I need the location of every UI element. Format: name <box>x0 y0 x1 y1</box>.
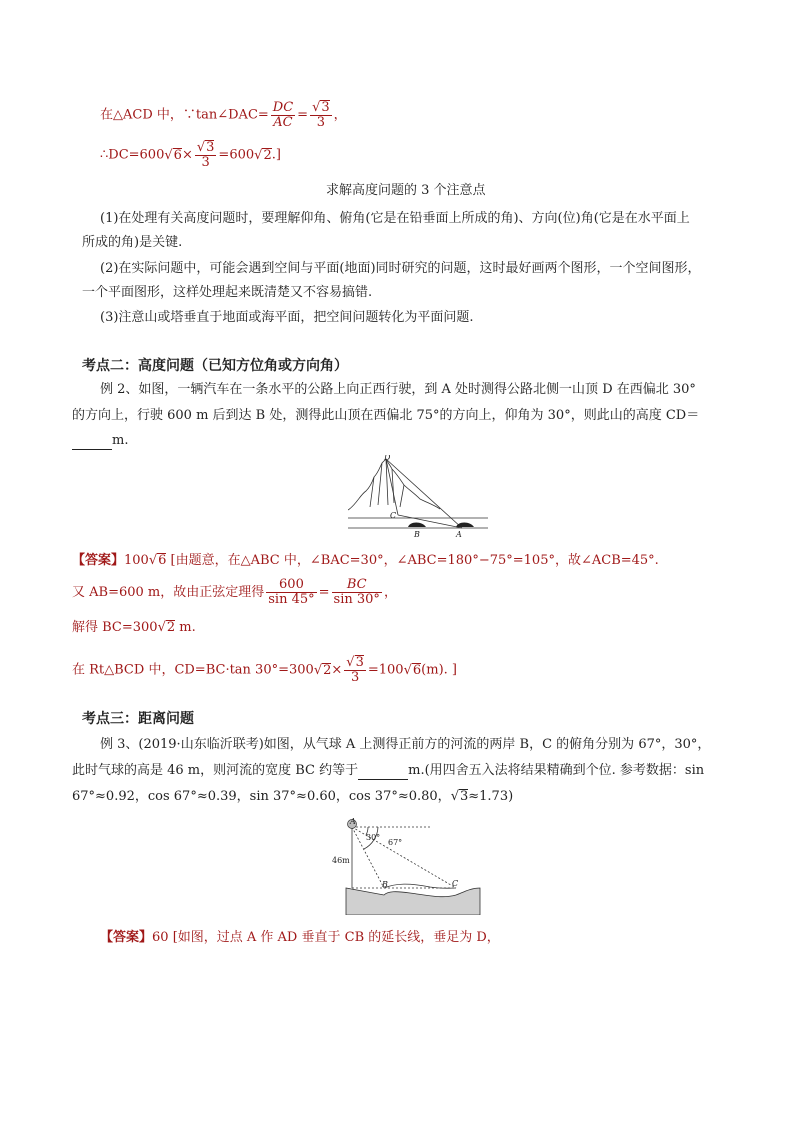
example-3-line-2 <box>72 762 704 780</box>
fraction-dc-ac <box>271 101 295 130</box>
denominator: 3 <box>316 115 325 130</box>
solution-line-1 <box>100 100 347 130</box>
text: [由题意，在△ABC 中，∠BAC=30°，∠ABC=180°−75°=105°，故∠ACB=45°. <box>166 553 659 568</box>
label-B: B <box>382 880 388 889</box>
numerator: √3 <box>312 100 330 115</box>
label-67: 67° <box>388 838 403 847</box>
text: .] <box>271 147 281 163</box>
radicand: 3 <box>459 789 469 804</box>
text: =600 <box>218 147 255 163</box>
radicand: 2 <box>323 662 332 678</box>
equals: = <box>297 107 309 123</box>
numerator: DC <box>272 99 294 115</box>
radicand: 3 <box>355 655 364 670</box>
text: 解得 BC=300 <box>72 620 158 635</box>
radicand: 2 <box>263 147 272 163</box>
answer-2-line-1: 【答案】100√6 [由题意，在△ABC 中，∠BAC=30°，∠ABC=180°−75°=105°，故∠ACB=45°. <box>72 553 659 568</box>
label-46m: 46m <box>332 856 350 865</box>
example-2-line-2: 的方向上，行驶 600 m 后到达 B 处，测得此山顶在西偏北 75°的方向上，仰角为 30°，则此山的高度 CD＝ <box>72 408 700 423</box>
text: m.(用四舍五入法将结果精确到个位. 参考数据：sin <box>408 763 705 778</box>
radicand: 2 <box>166 620 176 635</box>
label-A: A <box>456 530 462 539</box>
label-A: A <box>350 817 356 826</box>
text: m. <box>175 620 196 635</box>
equals: = <box>318 585 330 600</box>
answer-blank <box>358 765 408 780</box>
text: m. <box>112 433 129 448</box>
note-2b: 一个平面图形，这样处理起来既清楚又不容易搞错. <box>82 285 373 300</box>
denominator: AC <box>273 114 293 130</box>
denominator: 3 <box>350 670 360 685</box>
radicand: 6 <box>158 553 167 568</box>
radicand: 6 <box>412 662 422 678</box>
note-1b: 所成的角)是关键. <box>82 235 183 250</box>
denominator: sin 45° <box>268 592 315 607</box>
fraction-bc-sin30 <box>332 578 382 607</box>
example-2-line-1: 例 2、如图，一辆汽车在一条水平的公路上向正西行驶，到 A 处时测得公路北侧一山顶 D 在西偏北 30° <box>100 382 696 397</box>
text: (m). ] <box>421 662 457 678</box>
label-D: D <box>384 455 391 462</box>
text: 在 Rt△BCD 中，CD=BC·tan 30°=300 <box>72 662 314 678</box>
answer-3-line-1 <box>100 929 500 947</box>
fraction-root3-3 <box>195 140 217 170</box>
label-C: C <box>452 879 459 888</box>
numerator: √3 <box>346 655 364 670</box>
note-1a: (1)在处理有关高度问题时，要理解仰角、俯角(它是在铅垂面上所成的角)、方向(位)角(它是在水平面上 <box>100 211 690 226</box>
mountain-figure <box>348 455 488 543</box>
radicand: 3 <box>206 140 215 155</box>
example-3-line-3: 67°≈0.92，cos 67°≈0.39，sin 37°≈0.60，cos 37°≈0.80，√3≈1.73) <box>72 789 514 804</box>
numerator: 600 <box>266 578 316 593</box>
label-B: B <box>414 530 420 539</box>
example-2-line-3 <box>72 432 128 450</box>
example-3-line-1: 例 3、(2019·山东临沂联考)如图，从气球 A 上测得正前方的河流的两岸 B，C 的俯角分别为 67°，30°， <box>100 737 711 752</box>
answer-2-line-3: 解得 BC=300√2 m. <box>72 620 196 635</box>
times: × <box>181 147 193 163</box>
denominator: sin 30° <box>333 592 380 607</box>
text: 在△ACD 中，∵tan∠DAC= <box>100 107 269 123</box>
answer-2-line-2 <box>72 578 397 607</box>
fraction-root3-3 <box>310 100 332 130</box>
answer-2-line-4: 在 Rt△BCD 中，CD=BC·tan 30°=300√2× $\frac{√3}{3}$ =100√6(m). ] <box>72 655 457 685</box>
text: ≈1.73) <box>468 789 514 804</box>
answer-blank <box>72 435 112 450</box>
text: 100 <box>124 553 149 568</box>
notes-title: 求解高度问题的 3 个注意点 <box>326 183 486 198</box>
numerator: BC <box>332 578 382 593</box>
text: 此时气球的高是 46 m，则河流的宽度 BC 约等于 <box>72 763 359 778</box>
text: ∴DC=600 <box>100 147 165 163</box>
fraction-600-sin45 <box>266 578 316 607</box>
section-heading-2: 考点二：高度问题（已知方位角或方向角） <box>82 358 348 374</box>
section-heading-3: 考点三：距离问题 <box>82 711 194 727</box>
balloon-figure <box>330 815 490 915</box>
note-2a: (2)在实际问题中，可能会遇到空间与平面(地面)同时研究的问题，这时最好画两个图形，一个空间图形， <box>100 261 701 276</box>
answer-tag: 【答案】 <box>100 930 153 945</box>
label-30: 30° <box>366 833 381 842</box>
text: =100 <box>367 662 404 678</box>
fraction-root3-3 <box>344 655 366 685</box>
text: ， <box>333 107 347 123</box>
solution-line-2: ∴DC=600√6× $\frac{√3}{3}$ =600√2.] <box>100 140 281 170</box>
times: × <box>331 662 343 678</box>
numerator: √3 <box>196 140 215 155</box>
text: 67°≈0.92，cos 67°≈0.39，sin 37°≈0.60，cos 37°≈0.80， <box>72 789 451 804</box>
note-3: (3)注意山或塔垂直于地面或海平面，把空间问题转化为平面问题. <box>100 310 474 325</box>
text: 60 [如图，过点 A 作 AD 垂直于 CB 的延长线，垂足为 D， <box>152 930 500 945</box>
text: 又 AB=600 m，故由正弦定理得 <box>72 585 265 600</box>
answer-tag: 【答案】 <box>72 553 125 568</box>
text: ， <box>383 585 397 600</box>
radicand: 3 <box>321 100 330 115</box>
denominator: 3 <box>201 155 210 170</box>
label-C: C <box>390 511 397 520</box>
radicand: 6 <box>173 147 182 163</box>
